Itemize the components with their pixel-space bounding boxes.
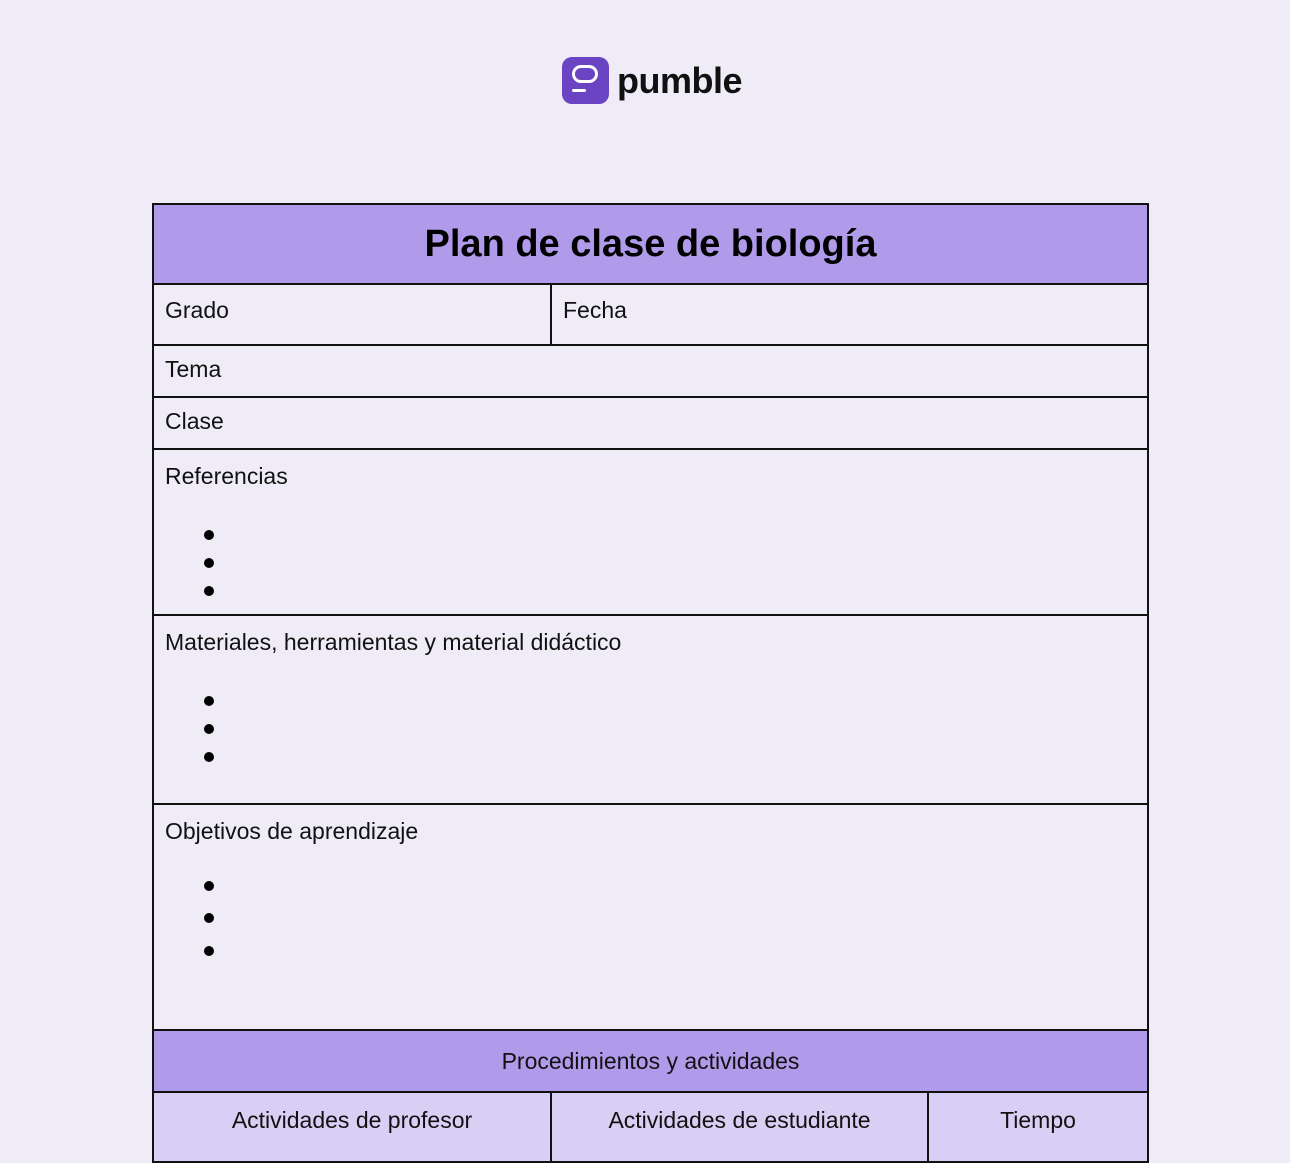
materiales-row	[154, 614, 1147, 803]
list-bullet	[204, 946, 214, 956]
tema-label: Tema	[165, 356, 222, 382]
list-bullet	[204, 530, 214, 540]
pumble-logo	[562, 57, 742, 104]
list-bullet	[204, 881, 214, 891]
procedimientos-label: Procedimientos y actividades	[501, 1047, 800, 1074]
lesson-plan-table	[152, 203, 1149, 1163]
list-bullet	[204, 586, 214, 596]
page-title: Plan de clase de biología	[424, 222, 877, 265]
list-bullet	[204, 752, 214, 762]
grado-fecha-row	[154, 283, 1147, 344]
clase-label: Clase	[165, 408, 224, 434]
column-header-estudiante: Actividades de estudiante	[552, 1093, 929, 1161]
list-bullet	[204, 558, 214, 568]
pumble-logo-icon	[562, 57, 609, 104]
fecha-label: Fecha	[563, 297, 627, 323]
grado-label: Grado	[165, 297, 229, 323]
column-header-tiempo: Tiempo	[1000, 1107, 1076, 1133]
activities-header-row	[154, 1091, 1147, 1161]
brand-name: pumble	[617, 59, 743, 101]
fecha-cell	[552, 285, 1147, 344]
materiales-label: Materiales, herramientas y material didáctico	[165, 629, 622, 655]
objetivos-label: Objetivos de aprendizaje	[165, 818, 419, 844]
list-bullet	[204, 696, 214, 706]
title-row	[154, 205, 1147, 283]
referencias-label: Referencias	[165, 463, 288, 489]
list-bullet	[204, 913, 214, 923]
referencias-row	[154, 448, 1147, 614]
procedimientos-header	[154, 1029, 1147, 1091]
grado-cell	[154, 285, 552, 344]
tema-row	[154, 344, 1147, 396]
objetivos-row	[154, 803, 1147, 1029]
column-header-profesor: Actividades de profesor	[154, 1093, 552, 1161]
clase-row	[154, 396, 1147, 448]
list-bullet	[204, 724, 214, 734]
